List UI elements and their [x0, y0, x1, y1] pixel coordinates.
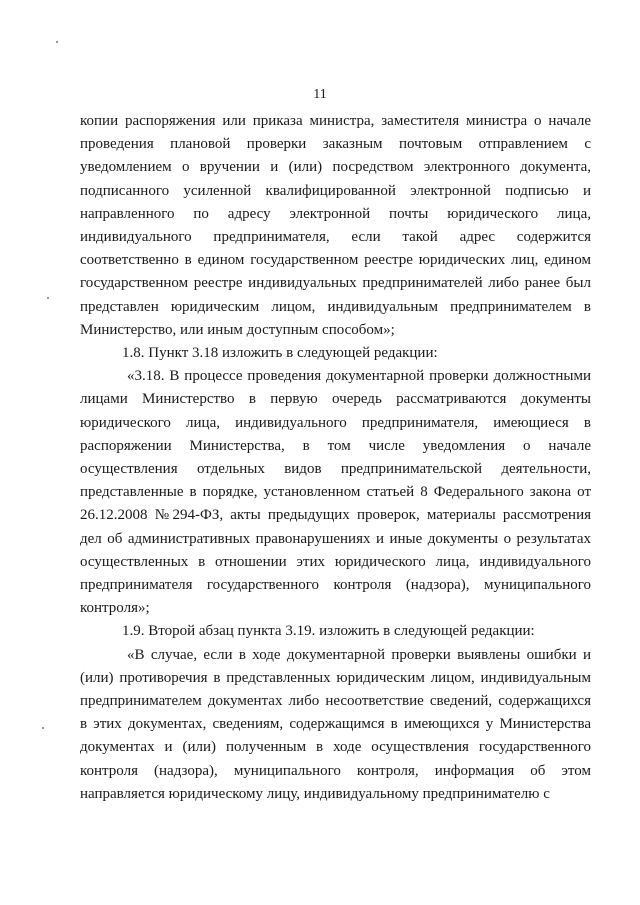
text-line: индивидуального предпринимателя, если такой адрес содержится — [80, 229, 591, 245]
text-line: 1.8. Пункт 3.18 изложить в следующей редакции: — [122, 345, 438, 361]
text-line: подписанного усиленной квалифицированной электронной подписью и — [80, 182, 591, 199]
text-line: документах и (или) полученным в ходе осуществления государственного — [80, 739, 591, 756]
text-line: 1.9. Второй абзац пункта 3.19. изложить в следующей редакции: — [122, 623, 535, 640]
text-line: распоряжении Министерства, в том числе уведомления о начале — [80, 437, 591, 454]
text-line: предпринимателя государственного контроля (надзора), муниципального — [80, 577, 591, 593]
text-line: копии распоряжения или приказа министра, заместителя министра о начале — [80, 113, 591, 129]
text-line: проведения плановой проверки заказным почтовым отправлением с — [80, 136, 591, 153]
text-line: лицами Министерство в первую очередь рассматриваются документы — [80, 391, 591, 408]
text-line: осуществления отдельных видов предпринимательской деятельности, — [80, 461, 591, 477]
scan-speck — [56, 41, 58, 43]
text-line: дел об административных правонарушениях и иные документы о результатах — [80, 530, 591, 547]
text-line: представлен юридическим лицом, индивидуальным предпринимателем в — [80, 298, 591, 315]
text-line: «В случае, если в ходе документарной проверки выявлены ошибки и — [127, 646, 591, 663]
text-line: контроля»; — [80, 600, 150, 617]
text-line: (или) противоречия в представленных юридическим лицом, индивидуальным — [80, 669, 591, 686]
text-line: в этих документах, сведениям, содержащимся в имеющихся у Министерства — [80, 716, 591, 733]
text-line: государственном реестре индивидуальных предпринимателей либо ранее был — [80, 275, 591, 292]
text-line: соответственно в едином государственном реестре юридических лиц, едином — [80, 252, 591, 269]
scan-speck — [47, 297, 49, 299]
text-line: контроля (надзора), муниципального контроля, информация об этом — [80, 762, 591, 779]
text-line: Министерство, или иным доступным способом»; — [80, 321, 395, 338]
text-line: представленные в порядке, установленном статьей 8 Федерального закона от — [80, 484, 591, 501]
text-line: «3.18. В процессе проведения документарной проверки должностными — [127, 368, 591, 385]
text-line: направляется юридическому лицу, индивидуальному предпринимателю с — [80, 785, 550, 802]
text-line: осуществленных в отношении этих юридического лица, индивидуального — [80, 553, 591, 570]
page-number: 11 — [313, 87, 327, 102]
text-line: направленного по адресу электронной почты юридического лица, — [80, 205, 591, 222]
text-line: предпринимателем документах либо несоответствие сведений, содержащихся — [80, 693, 591, 709]
text-line: юридического лица, индивидуального предпринимателя, имеющиеся в — [80, 414, 591, 431]
text-line: уведомлением о вручении и (или) посредством электронного документа, — [80, 159, 591, 176]
scan-speck — [42, 727, 44, 729]
text-line: 26.12.2008 №294-ФЗ, акты предыдущих проверок, материалы рассмотрения — [80, 507, 591, 524]
